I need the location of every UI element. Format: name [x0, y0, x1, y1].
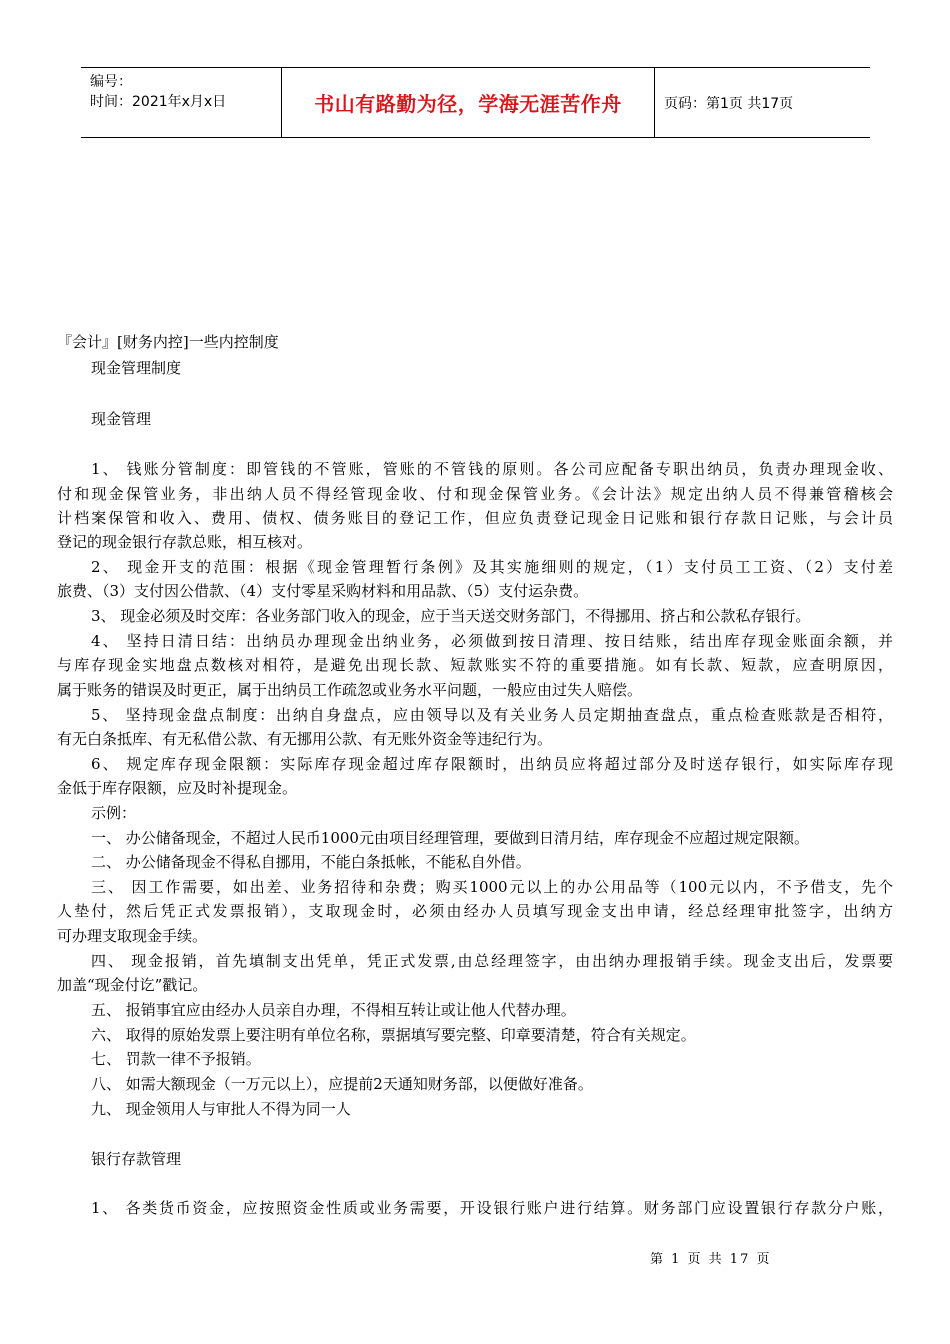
example-label: 示例：	[91, 804, 137, 822]
paragraph-line: 付和现金保管业务，非出纳人员不得经管现金收、付和现金保管业务。《会计法》规定出纳人员不得兼管稽核会	[57, 485, 893, 503]
example-item: 七、 罚款一律不予报销。	[91, 1050, 261, 1068]
example-item: 加盖“现金付讫”戳记。	[57, 976, 208, 994]
paragraph-line: 旅费、（3）支付因公借款、（4）支付零星采购材料和用品款、（5）支付运杂费。	[57, 582, 589, 600]
number-label: 编号：	[90, 74, 132, 90]
example-item: 五、 报销事宜应由经办人员亲自办理，不得相互转让或让他人代替办理。	[91, 1001, 576, 1019]
paragraph-line: 4、 坚持日清日结：出纳员办理现金出纳业务，必须做到按日清理、按日结账，结出库存现金账面余额，并	[91, 632, 893, 650]
paragraph-line: 6、 规定库存现金限额：实际库存现金超过库存限额时，出纳员应将超过部分及时送存银行，如实际库存现	[91, 755, 893, 773]
doc-subtitle: 现金管理制度	[91, 359, 182, 377]
doc-title: 『会计』[财务内控]一些内控制度	[57, 333, 279, 351]
header-meta	[81, 68, 281, 137]
example-item: 可办理支取现金手续。	[57, 927, 208, 945]
page-info: 页码：第1页 共17页	[664, 95, 794, 112]
paragraph-line: 有无白条抵库、有无私借公款、有无挪用公款、有无账外资金等违纪行为。	[57, 730, 553, 748]
section-heading-cash: 现金管理	[91, 410, 152, 428]
paragraph-line: 登记的现金银行存款总账，相互核对。	[57, 533, 313, 551]
example-item: 九、 现金领用人与审批人不得为同一人	[91, 1100, 351, 1118]
slogan: 书山有路勤为径，学海无涯苦作舟	[314, 92, 622, 116]
divider	[654, 68, 655, 137]
paragraph-line: 5、 坚持现金盘点制度：出纳自身盘点，应由领导以及有关业务人员定期抽查盘点，重点检查账款是否相符，	[91, 706, 893, 724]
header-table	[81, 67, 870, 138]
example-item: 四、 现金报销，首先填制支出凭单，凭正式发票,由总经理签字，由出纳办理报销手续。现金支出后，发票要	[91, 952, 893, 970]
page-footer: 第 1 页 共 17 页	[650, 1252, 772, 1267]
section-heading-bank: 银行存款管理	[91, 1150, 182, 1168]
paragraph-line: 2、 现金开支的范围：根据《现金管理暂行条例》及其实施细则的规定，（1）支付员工工资、（2）支付差	[91, 558, 893, 576]
paragraph-line: 计档案保管和收入、费用、债权、债务账目的登记工作，但应负责登记现金日记账和银行存款日记账，与会计员	[57, 509, 893, 527]
example-item: 八、 如需大额现金（一万元以上），应提前2天通知财务部，以便做好准备。	[91, 1075, 593, 1093]
example-item: 人垫付，然后凭正式发票报销），支取现金时，必须由经办人员填写现金支出申请，经总经理审批签字，出纳方	[57, 902, 893, 920]
paragraph-line: 1、 钱账分管制度：即管钱的不管账，管账的不管钱的原则。各公司应配备专职出纳员，负责办理现金收、	[91, 460, 893, 478]
paragraph-line: 与库存现金实地盘点数核对相符，是避免出现长款、短款账实不符的重要措施。如有长款、短款，应查明原因，	[57, 656, 893, 674]
time-label: 时间：2021年x月x日	[90, 94, 227, 110]
paragraph-line: 属于账务的错误及时更正，属于出纳员工作疏忽或业务水平问题，一般应由过失人赔偿。	[57, 681, 643, 699]
example-item: 三、 因工作需要，如出差、业务招待和杂费；购买1000元以上的办公用品等（100元以内，不予借支，先个	[91, 878, 893, 896]
paragraph-line: 金低于库存限额，应及时补提现金。	[57, 779, 298, 797]
paragraph-line: 3、 现金必须及时交库：各业务部门收入的现金，应于当天送交财务部门，不得挪用、挤占和公款私存银行。	[91, 607, 811, 625]
example-item: 一、 办公储备现金，不超过人民币1000元由项目经理管理，要做到日清月结，库存现金不应超过规定限额。	[91, 829, 809, 847]
example-item: 二、 办公储备现金不得私自挪用，不能白条抵帐，不能私自外借。	[91, 853, 531, 871]
paragraph-line: 1、 各类货币资金，应按照资金性质或业务需要，开设银行账户进行结算。财务部门应设置银行存款分户账，	[91, 1199, 893, 1217]
example-item: 六、 取得的原始发票上要注明有单位名称，票据填写要完整、印章要清楚，符合有关规定。	[91, 1026, 696, 1044]
